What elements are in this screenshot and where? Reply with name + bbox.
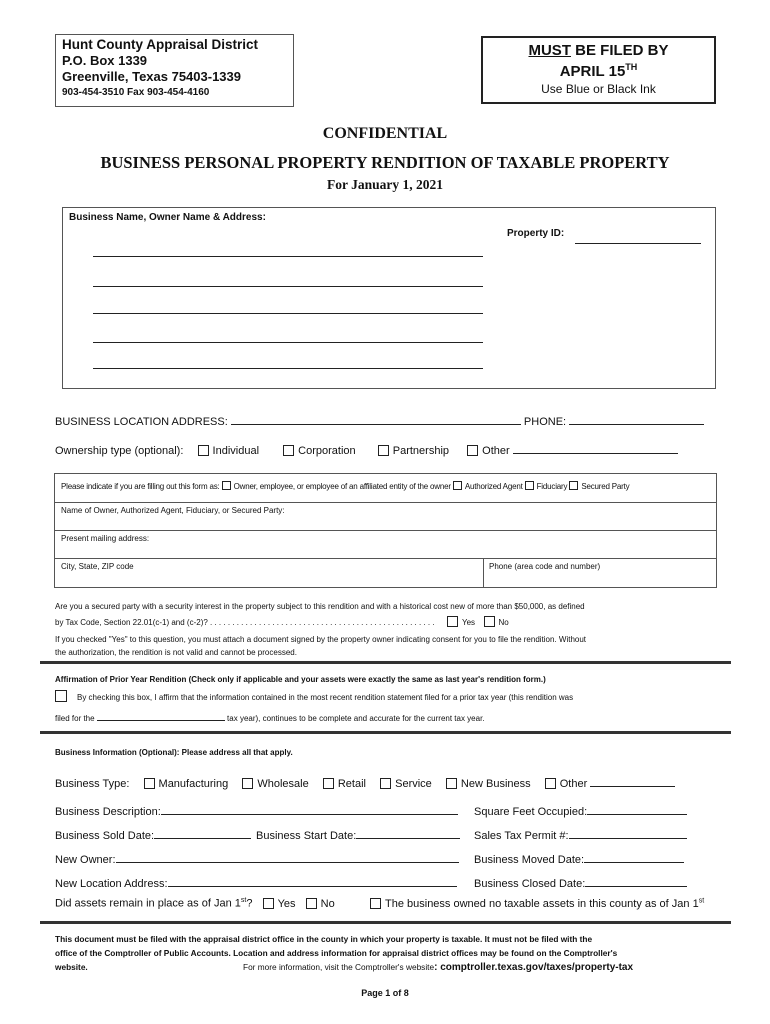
filer-agent-option[interactable]: Authorized Agent — [453, 482, 523, 491]
new-location-row: New Location Address: — [55, 875, 457, 890]
ownership-individual-option[interactable]: Individual — [198, 445, 259, 457]
secured-party-checkbox[interactable] — [569, 481, 578, 490]
district-phone: 903-454-3510 Fax 903-454-4160 — [62, 87, 210, 98]
closed-date-field[interactable] — [585, 875, 687, 887]
filer-phone-label: Phone (area code and number) — [489, 562, 601, 571]
mailing-address-field[interactable] — [55, 544, 716, 558]
section-divider-2 — [40, 731, 731, 734]
district-name: Hunt County Appraisal District — [62, 37, 259, 52]
city-state-zip-label: City, State, ZIP code — [61, 562, 134, 571]
footer-more-info: For more information, visit the Comptroller's website — [243, 962, 435, 972]
district-po-box: P.O. Box 1339 — [62, 53, 148, 68]
partnership-checkbox[interactable] — [378, 445, 389, 456]
new-owner-field[interactable] — [116, 851, 459, 863]
ink-instruction: Use Blue or Black Ink — [541, 82, 656, 96]
moved-date-row: Business Moved Date: — [474, 851, 684, 866]
page-number: Page 1 of 8 — [361, 988, 409, 998]
business-other-field[interactable] — [590, 775, 675, 787]
footer-line-1: This document must be filed with the appraisal district office in the county in which your property is taxable. It must not be filed with the — [55, 934, 593, 944]
assets-no-option[interactable]: No — [306, 898, 335, 910]
type-wholesale-option[interactable]: Wholesale — [242, 778, 308, 790]
owner-address-line-1[interactable] — [93, 256, 483, 257]
type-manufacturing-option[interactable]: Manufacturing — [144, 778, 229, 790]
owner-address-line-2[interactable] — [93, 286, 483, 287]
sold-date-row: Business Sold Date: — [55, 827, 251, 842]
assets-no-checkbox[interactable] — [306, 898, 317, 909]
assets-yes-option[interactable]: Yes — [263, 898, 296, 910]
no-assets-option[interactable]: The business owned no taxable assets in this county as of Jan 1st — [370, 898, 704, 910]
individual-checkbox[interactable] — [198, 445, 209, 456]
owner-address-line-5[interactable] — [93, 368, 483, 369]
affirmation-title: Affirmation of Prior Year Rendition (Check only if applicable and your assets were exactly the same as last year's rendition form.) — [55, 675, 546, 684]
filer-name-field[interactable] — [55, 516, 716, 530]
district-address-box — [55, 34, 294, 107]
authorized-agent-checkbox[interactable] — [453, 481, 462, 490]
owner-address-box — [62, 207, 716, 389]
footer-website-word: website. — [55, 962, 88, 972]
filer-secured-option[interactable]: Secured Party — [569, 482, 629, 491]
service-checkbox[interactable] — [380, 778, 391, 789]
district-city: Greenville, Texas 75403-1339 — [62, 69, 241, 84]
secured-question-line-1: Are you a secured party with a security interest in the property subject to this rendition and with a historical cost new of more than $50,000, as defined — [55, 602, 585, 611]
filer-name-label: Name of Owner, Authorized Agent, Fiduciary, or Secured Party: — [61, 506, 285, 515]
closed-date-row: Business Closed Date: — [474, 875, 687, 890]
assets-question-row: Did assets remain in place as of Jan 1st? Yes No — [55, 897, 335, 910]
deadline-date-suffix: TH — [625, 62, 638, 72]
fiduciary-checkbox[interactable] — [525, 481, 534, 490]
confidential-heading: CONFIDENTIAL — [322, 125, 448, 142]
business-other-checkbox[interactable] — [545, 778, 556, 789]
owner-address-label: Business Name, Owner Name & Address: — [69, 212, 266, 223]
section-divider-1 — [40, 661, 731, 664]
filer-fiduciary-option[interactable]: Fiduciary — [525, 482, 568, 491]
phone-label: PHONE: — [523, 416, 567, 428]
secured-note-line-2: the authorization, the rendition is not valid and cannot be processed. — [55, 648, 297, 657]
assets-yes-checkbox[interactable] — [263, 898, 274, 909]
description-row: Business Description: — [55, 803, 458, 818]
start-date-field[interactable] — [356, 827, 460, 839]
property-id-field[interactable] — [575, 243, 701, 244]
secured-question-line-2: by Tax Code, Section 22.01(c-1) and (c-2)? . . . . . . . . . . . . . . . . . . . . . . . . . . . . . . . . . . . . . . . . . . . . . . . . . . . Yes No — [55, 618, 509, 627]
secured-yes-checkbox[interactable] — [447, 616, 458, 627]
owner-employee-checkbox[interactable] — [222, 481, 231, 490]
business-type-label: Business Type: — [55, 778, 130, 790]
no-assets-row — [370, 897, 704, 910]
square-feet-row: Square Feet Occupied: — [474, 803, 687, 818]
owner-address-line-4[interactable] — [93, 342, 483, 343]
other-checkbox[interactable] — [467, 445, 478, 456]
type-service-option[interactable]: Service — [380, 778, 432, 790]
secured-yes-option[interactable]: Yes — [447, 618, 475, 627]
secured-no-checkbox[interactable] — [484, 616, 495, 627]
form-title: BUSINESS PERSONAL PROPERTY RENDITION OF TAXABLE PROPERTY — [100, 153, 670, 172]
retail-checkbox[interactable] — [323, 778, 334, 789]
footer-line-2: office of the Comptroller of Public Accounts. Location and address information for appraisal district offices may be found on the Comptroller's — [55, 948, 618, 958]
business-location-field[interactable] — [231, 413, 521, 425]
sales-tax-permit-field[interactable] — [569, 827, 687, 839]
mailing-address-label: Present mailing address: — [61, 534, 150, 543]
ownership-partnership-option[interactable]: Partnership — [378, 445, 449, 457]
filer-role-row — [61, 481, 629, 491]
business-location-row — [55, 413, 704, 428]
no-taxable-assets-checkbox[interactable] — [370, 898, 381, 909]
filer-info-box — [54, 473, 717, 588]
type-other-option[interactable]: Other — [545, 778, 588, 790]
deadline-date: APRIL 15 — [559, 63, 626, 80]
filing-deadline-box — [481, 36, 716, 104]
sold-date-field[interactable] — [154, 827, 251, 839]
affirmation-line-2: filed for the tax year), continues to be complete and accurate for the current tax year. — [55, 711, 485, 723]
must-text: MUST — [528, 42, 571, 59]
form-subtitle: For January 1, 2021 — [326, 177, 443, 192]
wholesale-checkbox[interactable] — [242, 778, 253, 789]
owner-address-line-3[interactable] — [93, 313, 483, 314]
start-date-row: Business Start Date: — [256, 827, 460, 842]
phone-field[interactable] — [569, 413, 704, 425]
square-feet-field[interactable] — [587, 803, 687, 815]
corporation-checkbox[interactable] — [283, 445, 294, 456]
type-retail-option[interactable]: Retail — [323, 778, 366, 790]
ownership-type-label: Ownership type (optional): — [55, 445, 184, 457]
ownership-type-row — [55, 442, 678, 457]
footer-line-3 — [55, 962, 717, 972]
property-id-label: Property ID: — [507, 228, 565, 239]
new-location-field[interactable] — [168, 875, 457, 887]
business-location-label: BUSINESS LOCATION ADDRESS: — [55, 416, 228, 428]
ownership-corporation-option[interactable]: Corporation — [283, 445, 355, 457]
secured-no-option[interactable]: No — [484, 618, 509, 627]
sales-tax-row: Sales Tax Permit #: — [474, 827, 687, 842]
business-description-field[interactable] — [161, 803, 458, 815]
affirmation-checkbox[interactable] — [55, 690, 67, 702]
new-owner-row: New Owner: — [55, 851, 459, 866]
business-type-row — [55, 775, 675, 790]
new-business-checkbox[interactable] — [446, 778, 457, 789]
type-new-business-option[interactable]: New Business — [446, 778, 531, 790]
ownership-other-field[interactable] — [513, 442, 678, 454]
secured-note-line-1: If you checked "Yes" to this question, you must attach a document signed by the property owner indicating consent for you to file the rendition. Without — [55, 635, 587, 644]
filer-owner-option[interactable]: Owner, employee, or employee of an affiliated entity of the owner — [222, 482, 451, 491]
moved-date-field[interactable] — [584, 851, 684, 863]
business-info-title: Business Information (Optional): Please address all that apply. — [55, 748, 293, 757]
ownership-other-option[interactable]: Other — [467, 445, 510, 457]
comptroller-link[interactable]: : comptroller.texas.gov/taxes/property-tax — [434, 962, 634, 973]
affirmation-tax-year-field[interactable] — [97, 711, 225, 721]
filer-role-prompt: Please indicate if you are filling out this form as: — [61, 482, 220, 491]
affirmation-line-1: By checking this box, I affirm that the information contained in the most recent rendition statement filed for a prior tax year (this rendition was — [55, 690, 573, 702]
be-filed-by-text: BE FILED BY — [570, 42, 669, 59]
section-divider-3 — [40, 921, 731, 924]
manufacturing-checkbox[interactable] — [144, 778, 155, 789]
